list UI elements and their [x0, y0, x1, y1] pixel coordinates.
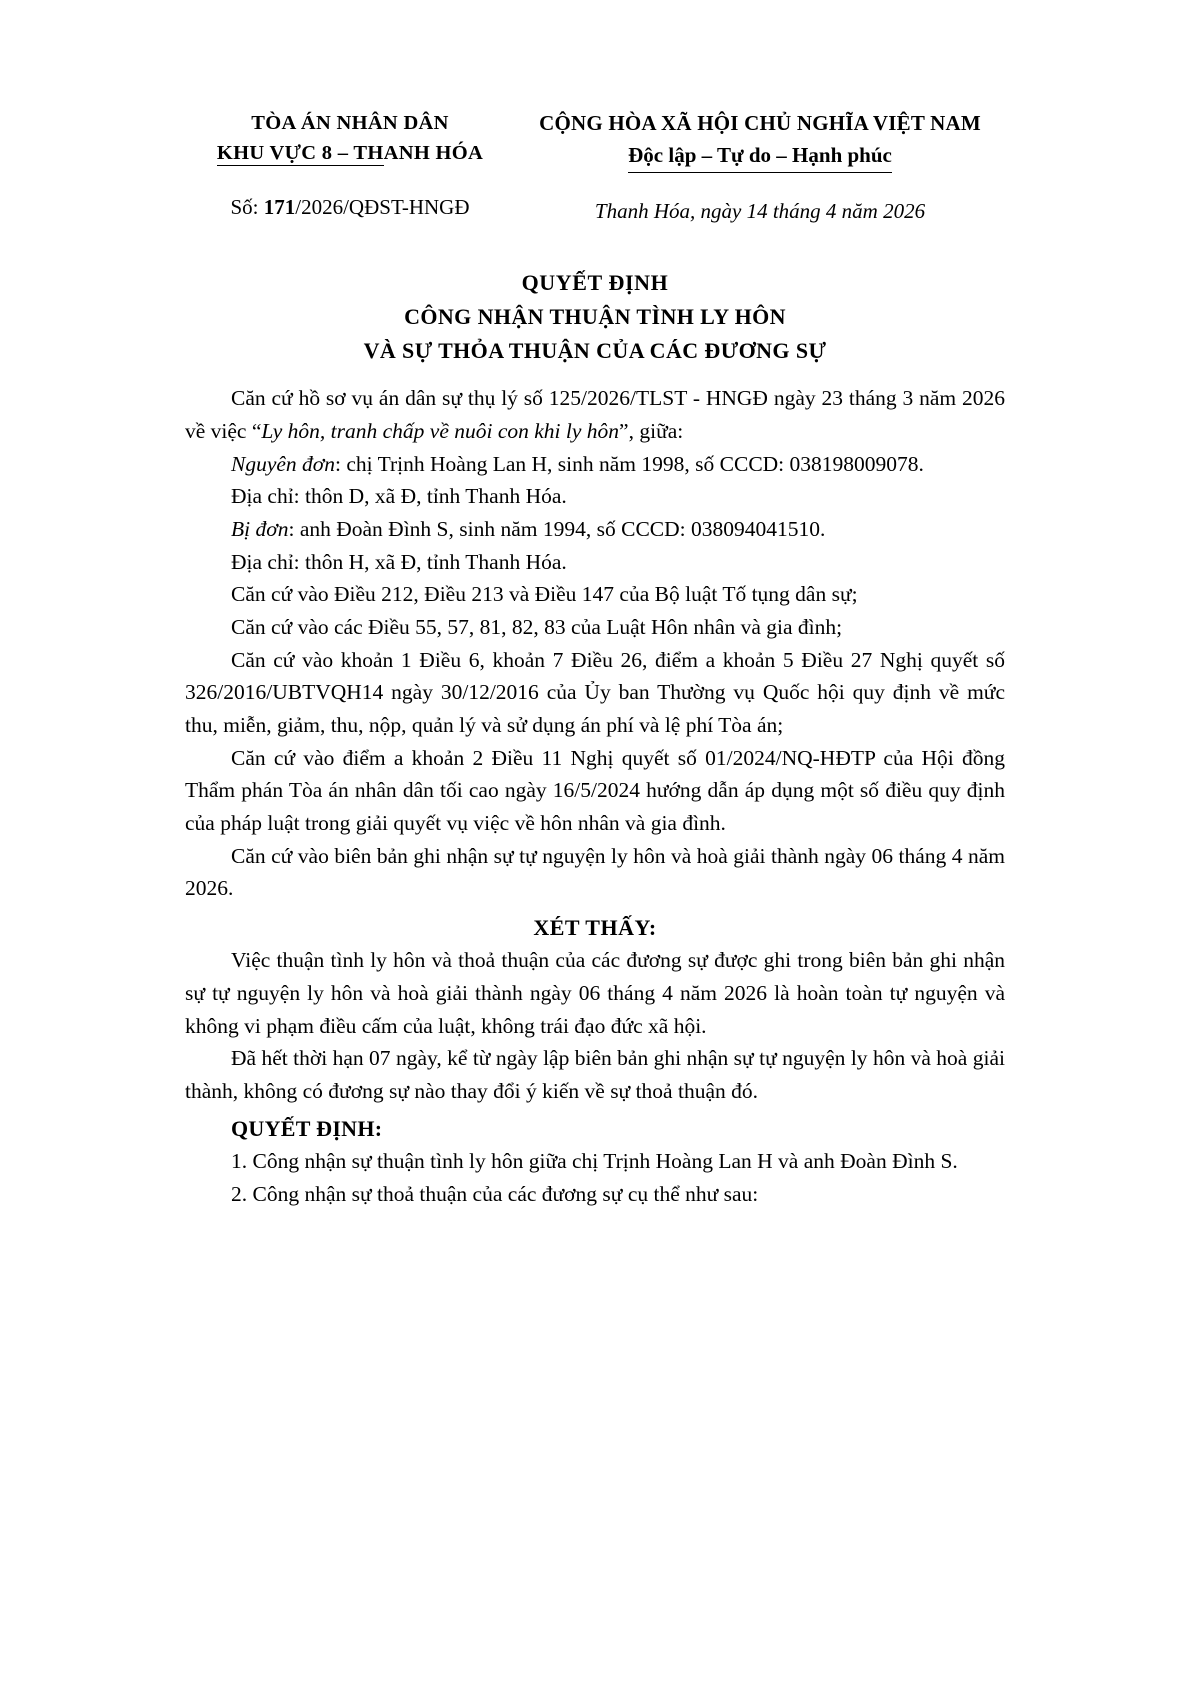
document-header-row2 — [185, 173, 1005, 224]
document-number-prefix: Số: — [230, 195, 264, 219]
place-and-date: Thanh Hóa, ngày 14 tháng 4 năm 2026 — [594, 199, 926, 223]
document-content — [185, 108, 1005, 1211]
decision-item-2: 2. Công nhận sự thoả thuận của các đương sự cụ thể như sau: — [231, 1181, 759, 1206]
paragraph-legal-basis-4: Căn cứ vào điểm a khoản 2 Điều 11 Nghị quyết số 01/2024/NQ-HĐTP của Hội đồng Thẩm phán Tòa án nhân dân tối cao ngày 16/5/2024 hướng dẫn áp dụng một số điều quy định của pháp luật trong giải quyết vụ việc về hôn nhân và gia đình. — [185, 745, 1005, 836]
heading-xet-thay: XÉT THẤY: — [533, 915, 657, 941]
document-title-block — [185, 266, 1005, 368]
title-line-3: VÀ SỰ THỎA THUẬN CỦA CÁC ĐƯƠNG SỰ — [363, 338, 827, 364]
paragraph-legal-basis-1: Căn cứ vào Điều 212, Điều 213 và Điều 147 của Bộ luật Tố tụng dân sự; — [231, 582, 858, 607]
defendant-details: : anh Đoàn Đình S, sinh năm 1994, số CCCD: 038094041510. — [288, 516, 826, 541]
national-motto: Độc lập – Tự do – Hạnh phúc — [628, 140, 892, 174]
title-line-1: QUYẾT ĐỊNH — [521, 270, 669, 295]
defendant-label: Bị đơn — [231, 516, 289, 541]
document-header — [185, 108, 1005, 173]
paragraph-defendant — [185, 513, 1005, 546]
document-number-suffix: /2026/QĐST-HNGĐ — [295, 195, 470, 219]
paragraph-case-file — [185, 382, 1005, 447]
paragraph-case-file-part2: ”, giữa: — [619, 418, 684, 443]
paragraph-plaintiff-address: Địa chỉ: thôn D, xã Đ, tỉnh Thanh Hóa. — [231, 484, 567, 509]
plaintiff-details: : chị Trịnh Hoàng Lan H, sinh năm 1998, số CCCD: 038198009078. — [335, 451, 924, 476]
paragraph-plaintiff — [185, 448, 1005, 481]
paragraph-case-file-part1: Căn cứ hồ sơ vụ án dân sự thụ lý số 125/2026/TLST - HNGĐ ngày 23 tháng 3 năm 2026 về việc “ — [185, 386, 1005, 443]
paragraph-legal-basis-2: Căn cứ vào các Điều 55, 57, 81, 82, 83 của Luật Hôn nhân và gia đình; — [231, 614, 843, 639]
document-body — [185, 382, 1005, 1210]
document-number — [185, 195, 515, 224]
document-number-value: 171 — [263, 195, 296, 219]
court-header-block — [185, 108, 515, 173]
heading-quyet-dinh: QUYẾT ĐỊNH: — [231, 1115, 383, 1141]
paragraph-consideration-2: Đã hết thời hạn 07 ngày, kể từ ngày lập biên bản ghi nhận sự tự nguyện ly hôn và hoà giải thành, không có đương sự nào thay đổi ý kiến về sự thoả thuận đó. — [185, 1046, 1005, 1104]
national-title: CỘNG HÒA XÃ HỘI CHỦ NGHĨA VIỆT NAM — [539, 111, 981, 135]
paragraph-legal-basis-3: Căn cứ vào khoản 1 Điều 6, khoản 7 Điều 26, điểm a khoản 5 Điều 27 Nghị quyết số 326/2016/UBTVQH14 ngày 30/12/2016 của Ủy ban Thường vụ Quốc hội quy định về mức thu, miễn, giảm, thu, nộp, quản lý và sử dụng án phí và lệ phí Tòa án; — [185, 647, 1005, 737]
title-line-2: CÔNG NHẬN THUẬN TÌNH LY HÔN — [404, 304, 786, 330]
national-header-block — [515, 108, 1005, 173]
court-name-line2-part-a: KHU VỰC 8 – TH — [216, 141, 384, 164]
place-date-block — [515, 173, 1005, 224]
court-name-line2-part-b: ANH HÓA — [383, 141, 484, 164]
paragraph-legal-basis-5: Căn cứ vào biên bản ghi nhận sự tự nguyện ly hôn và hoà giải thành ngày 06 tháng 4 năm 2026. — [185, 843, 1005, 901]
plaintiff-label: Nguyên đơn — [231, 451, 336, 476]
paragraph-consideration-1: Việc thuận tình ly hôn và thoả thuận của các đương sự được ghi trong biên bản ghi nhận sự tự nguyện ly hôn và hoà giải thành ngày 06 tháng 4 năm 2026 là hoàn toàn tự nguyện và không vi phạm điều cấm của luật, không trái đạo đức xã hội. — [185, 948, 1005, 1038]
decision-item-1: 1. Công nhận sự thuận tình ly hôn giữa chị Trịnh Hoàng Lan H và anh Đoàn Đình S. — [231, 1149, 958, 1174]
paragraph-defendant-address: Địa chỉ: thôn H, xã Đ, tỉnh Thanh Hóa. — [231, 549, 567, 574]
court-name-line1: TÒA ÁN NHÂN DÂN — [251, 112, 449, 134]
paragraph-case-file-subject: Ly hôn, tranh chấp về nuôi con khi ly hôn — [261, 418, 620, 443]
court-name-line2 — [217, 139, 483, 169]
